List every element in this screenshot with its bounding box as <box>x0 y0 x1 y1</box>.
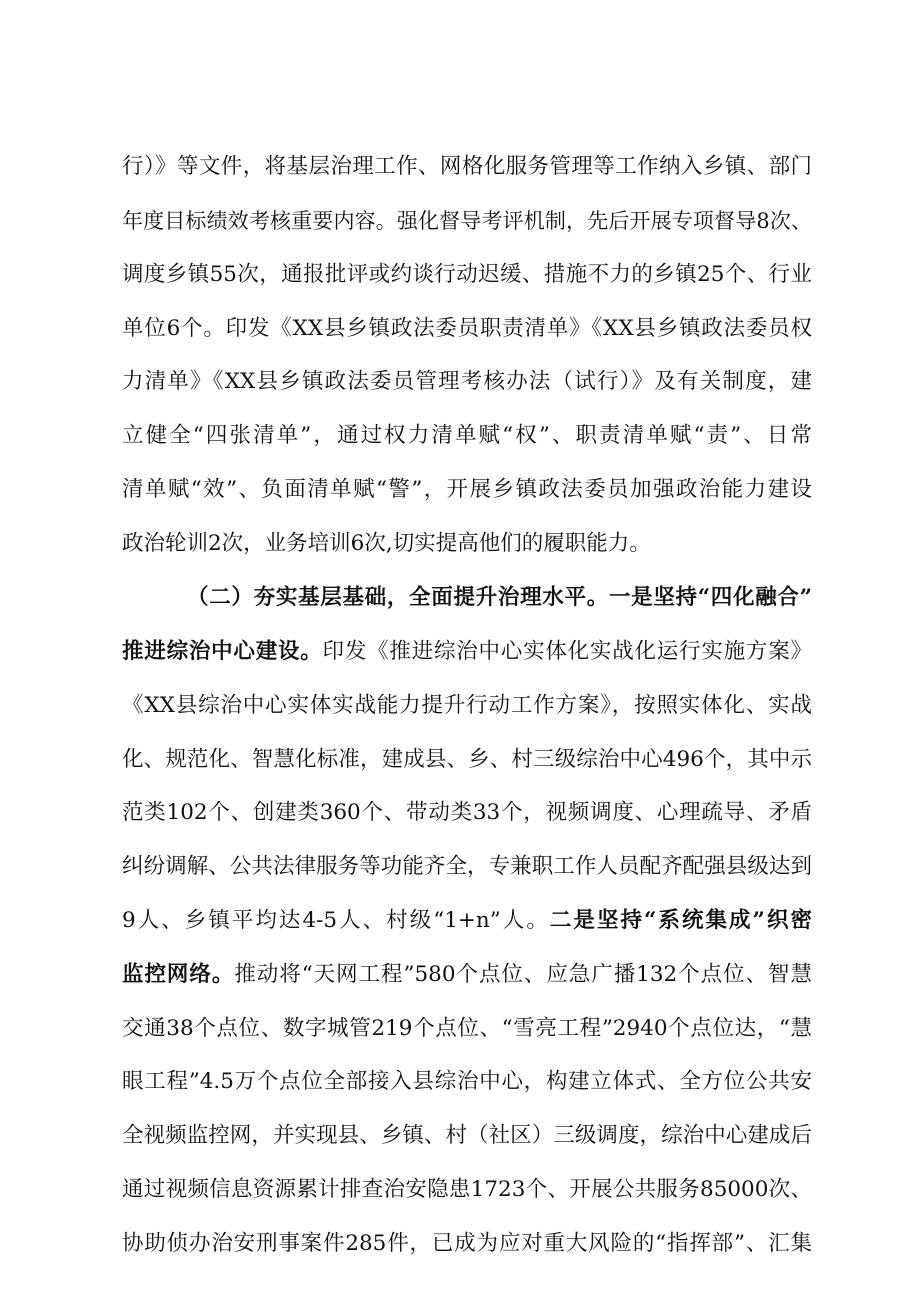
paragraph-line: 行）》等文件，将基层治理工作、网格化服务管理等工作纳入乡镇、部门 <box>122 154 812 179</box>
paragraph-line <box>122 961 812 989</box>
paragraph-line: 眼工程”4.5万个点位全部接入县综治中心，构建立体式、全方位公共安 <box>122 1069 812 1094</box>
paragraph-line: 范类102个、创建类360个、带动类33个，视频调度、心理疏导、矛盾 <box>122 800 812 825</box>
paragraph-line: 《XX县综治中心实体实战能力提升行动工作方案》，按照实体化、实战 <box>122 693 812 718</box>
paragraph-line: 清单赋“效”、负面清单赋“警”，开展乡镇政法委员加强政治能力建设 <box>122 477 812 502</box>
paragraph-line: 协助侦办治安刑事案件285件，已成为应对重大风险的“指挥部”、汇集 <box>122 1231 812 1256</box>
paragraph-line: 全视频监控网，并实现县、乡镇、村（社区）三级调度，综治中心建成后 <box>122 1123 812 1148</box>
paragraph-line: 调度乡镇55次，通报批评或约谈行动迟缓、措施不力的乡镇25个、行业 <box>122 262 812 287</box>
paragraph-line <box>122 907 812 935</box>
text-run: 印发《推进综治中心实体化实战化运行实施方案》 <box>322 639 812 664</box>
paragraph-line: 力清单》《XX县乡镇政法委员管理考核办法（试行）》及有关制度，建 <box>122 369 812 394</box>
section-heading-line: （二）夯实基层基础，全面提升治理水平。一是坚持“四化融合” <box>187 585 812 610</box>
bold-phrase: 推进综治中心建设。 <box>122 639 323 664</box>
paragraph-line: 交通38个点位、数字城管219个点位、“雪亮工程”2940个点位达，“慧 <box>122 1016 812 1041</box>
paragraph-line: 立健全“四张清单”，通过权力清单赋“权”、职责清单赋“责”、日常 <box>122 423 812 448</box>
text-run: 推动将“天网工程”580个点位、应急广播132个点位、智慧 <box>234 962 812 987</box>
paragraph-line: 政治轮训2次，业务培训6次,切实提高他们的履职能力。 <box>122 531 651 556</box>
paragraph-line: 纠纷调解、公共法律服务等功能齐全，专兼职工作人员配齐配强县级达到 <box>122 854 812 879</box>
paragraph-line: 化、规范化、智慧化标准，建成县、乡、村三级综治中心496个，其中示 <box>122 747 812 772</box>
paragraph-line: 通过视频信息资源累计排查治安隐患1723个、开展公共服务85000次、 <box>122 1177 812 1202</box>
paragraph-line: 单位6个。印发《XX县乡镇政法委员职责清单》《XX县乡镇政法委员权 <box>122 316 812 341</box>
paragraph-line <box>122 638 812 666</box>
text-run: 9人、乡镇平均达4-5人、村级“1+n”人。 <box>122 908 550 933</box>
bold-phrase: 监控网络。 <box>122 962 235 987</box>
bold-phrase: 二是坚持“系统集成”织密 <box>549 908 812 933</box>
paragraph-line: 年度目标绩效考核重要内容。强化督导考评机制，先后开展专项督导8次、 <box>122 209 812 233</box>
